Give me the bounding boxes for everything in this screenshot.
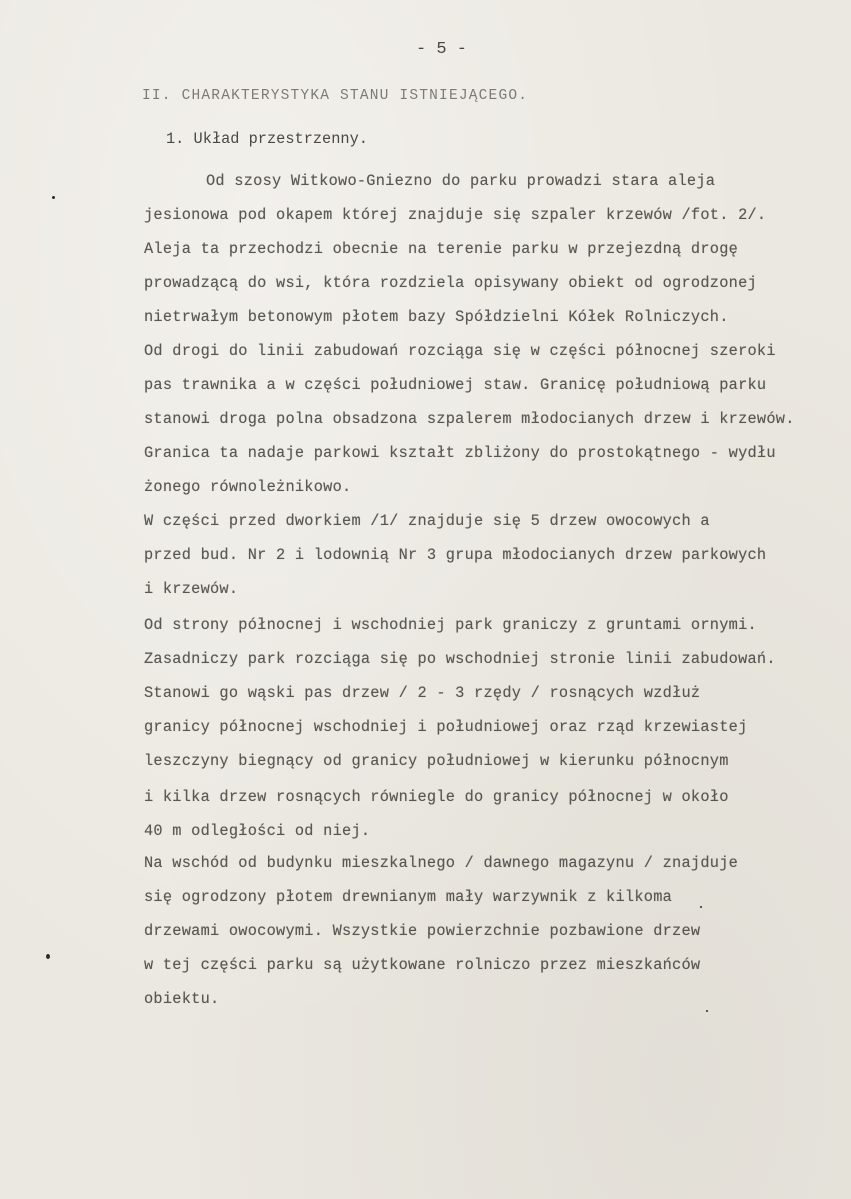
stray-mark — [46, 954, 50, 959]
page-number: - 5 - — [416, 40, 468, 59]
section-heading: II. CHARAKTERYSTYKA STANU ISTNIEJĄCEGO. — [142, 88, 529, 104]
subsection-heading: 1. Układ przestrzenny. — [166, 130, 368, 148]
body-line: Na wschód od budynku mieszkalnego / dawnego magazynu / znajduje — [144, 854, 739, 872]
body-line: Od drogi do linii zabudowań rozciąga się w części północnej szeroki — [144, 342, 776, 360]
body-line: się ogrodzony płotem drewnianym mały warzywnik z kilkoma — [144, 888, 673, 906]
body-line: obiektu. — [144, 990, 220, 1008]
body-line: 40 m odległości od niej. — [144, 822, 371, 840]
body-line: Aleja ta przechodzi obecnie na terenie parku w przejezdną drogę — [144, 240, 739, 258]
body-line: i kilka drzew rosnących równiegle do granicy północnej w około — [144, 788, 729, 806]
body-line: jesionowa pod okapem której znajduje się szpaler krzewów /fot. 2/. — [144, 206, 767, 224]
stray-mark — [700, 906, 702, 908]
body-line: przed bud. Nr 2 i lodownią Nr 3 grupa młodocianych drzew parkowych — [144, 546, 767, 564]
body-line: Granica ta nadaje parkowi kształt zbliżony do prostokątnego - wydłu — [144, 444, 776, 462]
body-line: w tej części parku są użytkowane rolniczo przez mieszkańców — [144, 956, 701, 974]
body-line: i krzewów. — [144, 580, 239, 598]
body-line: stanowi droga polna obsadzona szpalerem młodocianych drzew i krzewów. — [144, 410, 795, 428]
body-line: prowadzącą do wsi, która rozdziela opisywany obiekt od ogrodzonej — [144, 274, 757, 292]
body-line: granicy północnej wschodniej i południowej oraz rząd krzewiastej — [144, 718, 748, 736]
body-line: Stanowi go wąski pas drzew / 2 - 3 rzędy / rosnących wzdłuż — [144, 684, 701, 702]
body-line: żonego równoleżnikowo. — [144, 478, 352, 496]
body-line: leszczyny biegnący od granicy południowej w kierunku północnym — [144, 752, 729, 770]
body-line: pas trawnika a w części południowej staw. Granicę południową parku — [144, 376, 767, 394]
stray-mark — [52, 196, 55, 199]
body-line: Od szosy Witkowo-Gniezno do parku prowadzi stara aleja — [206, 172, 716, 190]
body-line: W części przed dworkiem /1/ znajduje się 5 drzew owocowych a — [144, 512, 710, 530]
stray-mark — [706, 1010, 708, 1012]
body-line: Zasadniczy park rozciąga się po wschodniej stronie linii zabudowań. — [144, 650, 776, 668]
body-line: drzewami owocowymi. Wszystkie powierzchnie pozbawione drzew — [144, 922, 701, 940]
body-line: nietrwałym betonowym płotem bazy Spółdzielni Kółek Rolniczych. — [144, 308, 729, 326]
body-line: Od strony północnej i wschodniej park graniczy z gruntami ornymi. — [144, 616, 757, 634]
